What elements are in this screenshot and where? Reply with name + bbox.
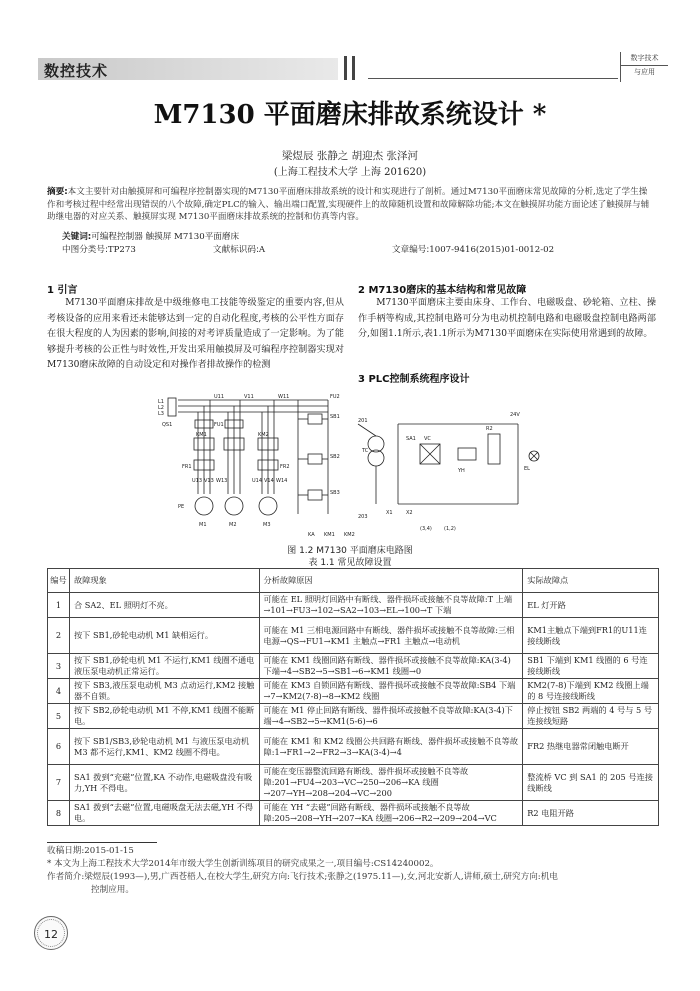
keywords [62, 230, 239, 242]
cell-symptom: 按下 SB1,砂轮电机 M1 不运行,KM1 线圈不通电液压泵电动机正常运行。 [69, 654, 259, 679]
label-24v: 24V [510, 412, 520, 418]
label-el: EL [524, 466, 530, 472]
fault-table [47, 568, 659, 826]
section-1-title: 1 引言 [47, 285, 78, 296]
cell-no: 3 [48, 654, 70, 679]
fund-note: * 本文为上海工程技术大学2014年市级大学生创新训练项目的研究成果之一,项目编号:CS14240002。 [47, 859, 439, 869]
footnote-rule [47, 842, 157, 843]
authors: 梁煜辰 张静之 胡迎杰 张泽河 [281, 150, 418, 162]
author-bio-cont: 控制应用。 [91, 885, 134, 895]
cell-point: KM1主触点下端到FR1的U11连接线断线 [523, 618, 659, 654]
label-201: 201 [358, 418, 368, 424]
doc-code [213, 243, 265, 255]
label-sb2: SB2 [330, 454, 340, 460]
cell-cause: 可能在 YH “去磁”回路有断线、器件损坏或接触不良等故障:205→208→YH→207→KA 线圈→206→R2→209→204→VC [259, 801, 523, 826]
cell-cause: 可能在 KM3 自锁回路有断线、器件损坏或接触不良等故障:SB4 下端→7→KM2(7-8)→8→KM2 线圈 [259, 679, 523, 704]
cell-point: 停止按钮 SB2 两端的 4 号与 5 号连接线短路 [523, 704, 659, 729]
cell-symptom: 合 SA2、EL 照明灯不亮。 [69, 593, 259, 618]
cell-cause: 可能在 KM1 和 KM2 线圈公共回路有断线、器件损坏或接触不良等故障:1→FR1→2→FR2→3→KA(3-4)→4 [259, 729, 523, 765]
affiliation: (上海工程技术大学 上海 201620) [273, 167, 427, 178]
cell-cause: 可能在 KM1 线圈回路有断线、器件损坏或接触不良等故障:KA(3-4)下端→4→SB2→5→SB1→6→KM1 线圈→0 [259, 654, 523, 679]
cell-point: SB1 下端到 KM1 线圈的 6 号连接线断线 [523, 654, 659, 679]
section-3-title: 3 PLC控制系统程序设计 [358, 374, 470, 385]
label-tc: TC [362, 448, 369, 454]
label-km2: KM2 [258, 432, 269, 438]
label-fu2: FU2 [330, 394, 340, 400]
paper-title: M7130 平面磨床排故系统设计 * [153, 100, 547, 130]
doc-label: 文献标识码: [213, 245, 259, 255]
label-r2: R2 [486, 426, 493, 432]
label-km1-coil: KM1 [324, 532, 335, 538]
label-fr2: FR2 [280, 464, 290, 470]
table-row [48, 618, 659, 654]
label-fr1: FR1 [182, 464, 192, 470]
label-sa1: SA1 [406, 436, 416, 442]
label-u14: U14 [252, 478, 263, 484]
label-l3: L3 [158, 411, 164, 417]
table-caption: 表 1.1 常见故障设置 [308, 558, 392, 568]
label-ka: KA [308, 532, 315, 538]
cell-point: R2 电阻开路 [523, 801, 659, 826]
table-row [48, 679, 659, 704]
clc-label: 中图分类号: [62, 245, 108, 255]
badge-top-text: 数字技术 [621, 52, 668, 66]
label-pe: PE [178, 504, 185, 510]
received-date: 收稿日期:2015-01-15 [47, 846, 134, 856]
label-v13: V13 [204, 478, 214, 484]
table-row [48, 704, 659, 729]
table-row [48, 654, 659, 679]
abstract-text: 本文主要针对由触摸屏和可编程序控制器实现的M7130平面磨床排故系统的设计和实现进行了剖析。通过M7130平面磨床常见故障的分析,选定了学生操作和考核过程中经常出现错误的八个故障,确定PLC的输入、输出端口配置,实现硬件上的故障随机设置和故障解除功能;本文在触摸屏功能方面论述了触摸屏与辅助继电器的对应关系、触摸屏实现 M7130平面磨床排故系统的控制和仿真等内容。 [47, 187, 650, 222]
label-qs1: QS1 [162, 422, 173, 428]
keywords-label: 关键词: [62, 232, 92, 242]
label-m1: M1 [199, 522, 207, 528]
label-u13: U13 [192, 478, 203, 484]
section-title: 数控技术 [44, 62, 109, 80]
header-no: 编号 [48, 569, 70, 593]
table-row [48, 801, 659, 826]
cell-symptom: 按下 SB2,砂轮电动机 M1 不停,KM1 线圈不能断电。 [69, 704, 259, 729]
label-fu1: FU1 [214, 422, 224, 428]
clc-number [62, 243, 136, 255]
label-x1: X1 [386, 510, 393, 516]
badge-bottom-text: 与应用 [634, 68, 655, 76]
author-bio: 作者简介:梁煜辰(1993—),男,广西苍梧人,在校大学生,研究方向:飞行技术;张静之(1975.11—),女,河北安新人,讲师,硕士,研究方向:机电 [47, 872, 558, 882]
article-label: 文章编号: [392, 245, 430, 255]
cell-no: 7 [48, 765, 70, 801]
clc-value: TP273 [107, 245, 136, 255]
section-2-text: M7130平面磨床主要由床身、工作台、电磁吸盘、砂轮箱、立柱、操作手柄等构成,其控制电路可分为电动机控制电路和电磁吸盘控制电路两部分,如图1.1所示,表1.1所示为M7130平面磨床在实际使用常遇到的故障。 [358, 298, 656, 340]
label-yh: YH [458, 468, 465, 474]
header-rule [368, 78, 618, 79]
cell-point: 整流桥 VC 到 SA1 的 205 号连接线断线 [523, 765, 659, 801]
cell-symptom: 按下 SB1,砂轮电动机 M1 缺相运行。 [69, 618, 259, 654]
label-l1: L1 [158, 399, 164, 405]
label-w11: W11 [278, 394, 290, 400]
label-u11: U11 [214, 394, 225, 400]
label-1-2: (1,2) [444, 526, 456, 532]
section-2-title: 2 M7130磨床的基本结构和常见故障 [358, 285, 527, 296]
section-1-text: M7130平面磨床排故是中级维修电工技能等级鉴定的重要内容,但从考核设备的应用来看还未能够达到一定的自动化程度,考核的公平性方面存在很大程度的人为因素的影响,间接的对考评质量造成了一定影响。为了能够提升考核的公正性与时效性,开发出采用触摸屏及可编程序控制器实现对M7130磨床故障的自动设定和对操作者排故操作的检测 [47, 298, 344, 371]
header-cause: 分析故障原因 [259, 569, 523, 593]
label-km2-coil: KM2 [344, 532, 355, 538]
page-number: 12 [44, 928, 58, 941]
cell-symptom: 按下 SB1/SB3,砂轮电动机 M1 与液压泵电动机 M3 都不运行,KM1、KM2 线圈不得电。 [69, 729, 259, 765]
cell-point: FR2 热继电器常闭触电断开 [523, 729, 659, 765]
cell-no: 1 [48, 593, 70, 618]
label-w14: W14 [276, 478, 288, 484]
cell-no: 8 [48, 801, 70, 826]
page-number-badge [34, 916, 68, 950]
cell-point: KM2(7-8)下端到 KM2 线圈上端的 8 号连接线断线 [523, 679, 659, 704]
cell-cause: 可能在 EL 照明灯回路中有断线、器件损坏或接触不良等故障:T 上端→101→FU3→102→SA2→103→EL→100→T 下端 [259, 593, 523, 618]
cell-no: 6 [48, 729, 70, 765]
label-l2: L2 [158, 405, 164, 411]
label-sb1: SB1 [330, 414, 340, 420]
abstract-label: 摘要: [47, 187, 68, 197]
footnotes [47, 842, 659, 897]
label-m3: M3 [263, 522, 271, 528]
cell-cause: 可能在 M1 三相电源回路中有断线、器件损坏或接触不良等故障:三相电源→QS→FU1→KM1 主触点→FR1 主触点→电动机 [259, 618, 523, 654]
journal-header [38, 52, 668, 84]
cell-cause: 可能在变压器整流回路有断线、器件损坏或接触不良等故障:201→FU4→203→VC→250→206→KA 线圈→207→YH→208→204→VC→200 [259, 765, 523, 801]
cell-cause: 可能在 M1 停止回路有断线、器件损坏或接触不良等故障:KA(3-4)下端→4→SB2→5→KM1(5-6)→6 [259, 704, 523, 729]
label-203: 203 [358, 514, 368, 520]
table-row [48, 729, 659, 765]
label-vc: VC [424, 436, 431, 442]
cell-no: 2 [48, 618, 70, 654]
table-row [48, 593, 659, 618]
journal-badge [620, 52, 668, 82]
label-x2: X2 [406, 510, 413, 516]
label-3-4: (3,4) [420, 526, 432, 532]
circuit-diagram [158, 394, 548, 540]
cell-symptom: 按下 SB3,液压泵电动机 M3 点动运行,KM2 接触器不自锁。 [69, 679, 259, 704]
label-sb3: SB3 [330, 490, 340, 496]
header-bars-decoration [342, 56, 362, 80]
article-number [392, 243, 554, 255]
table-row [48, 765, 659, 801]
abstract [47, 186, 655, 224]
cell-no: 4 [48, 679, 70, 704]
article-value: 1007-9416(2015)01-0012-02 [429, 245, 555, 255]
header-symptom: 故障现象 [69, 569, 259, 593]
table-header-row [48, 569, 659, 593]
label-v11: V11 [244, 394, 254, 400]
header-point: 实际故障点 [523, 569, 659, 593]
figure-caption: 图 1.2 M7130 平面磨床电路图 [287, 546, 413, 556]
label-w13: W13 [216, 478, 228, 484]
label-v14: V14 [264, 478, 274, 484]
label-km1: KM1 [196, 432, 207, 438]
cell-symptom: SA1 拨到“充磁”位置,KA 不动作,电磁吸盘没有吸力,YH 不得电。 [69, 765, 259, 801]
doc-value: A [258, 245, 266, 255]
keywords-text: 可编程控制器 触摸屏 M7130平面磨床 [91, 232, 240, 242]
cell-point: EL 灯开路 [523, 593, 659, 618]
cell-symptom: SA1 拨到“去磁”位置,电磁吸盘无法去磁,YH 不得电。 [69, 801, 259, 826]
cell-no: 5 [48, 704, 70, 729]
label-m2: M2 [229, 522, 237, 528]
